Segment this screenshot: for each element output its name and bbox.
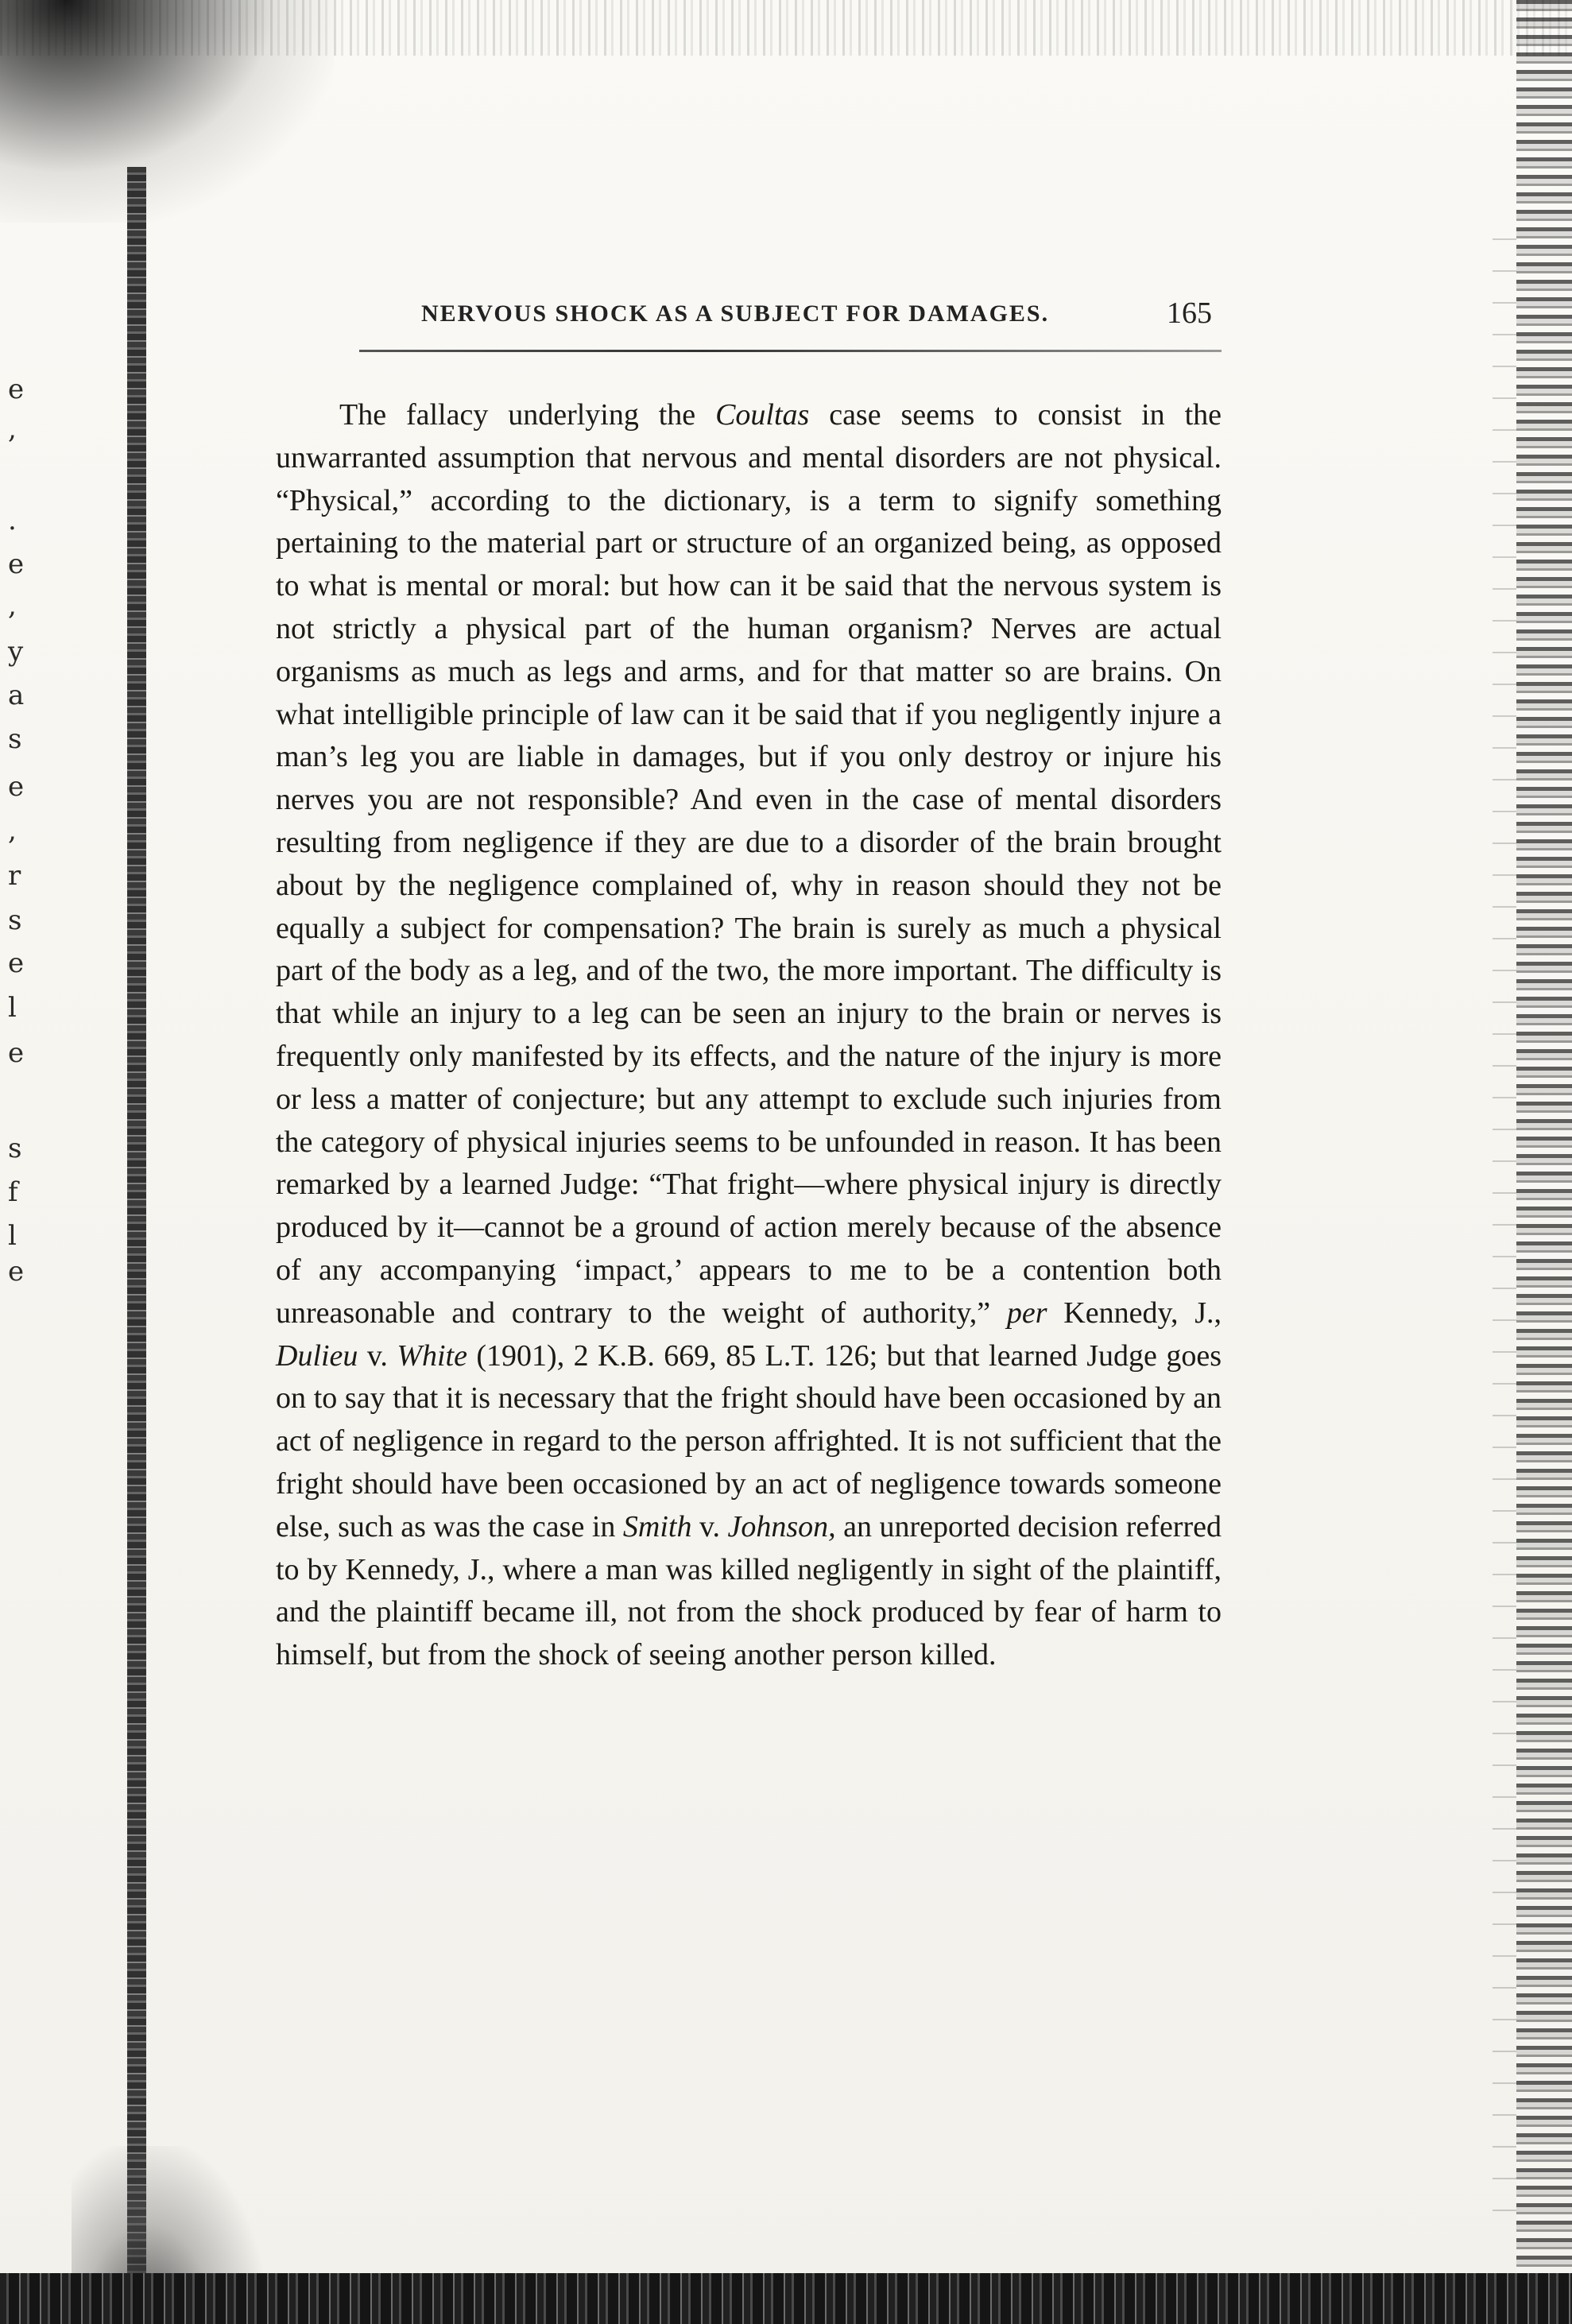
scan-speckle	[1493, 238, 1516, 2225]
text-run: (1901), 2 K.B. 669, 85 L.T. 126; but that learned Judge goes on to say that it is necessary that the fright should have been occasioned by an act of negligence in regard to the person affrighted. It is not sufficient that the fright should have been occasioned by an act of negligence towards someone else, such as was the case in	[276, 1338, 1222, 1544]
bleed-letter: e	[8, 1256, 25, 1288]
bleed-letter: a	[8, 680, 25, 711]
bleed-letter: ,	[8, 815, 17, 846]
bleed-letter: s	[8, 723, 22, 755]
scan-corner-shadow	[0, 0, 334, 223]
case-name: Dulieu	[276, 1338, 358, 1373]
bleed-letter: ,	[8, 413, 17, 445]
case-name: Coultas	[715, 398, 810, 432]
bleed-letter: e	[8, 771, 25, 803]
bleed-letter: e	[8, 947, 25, 979]
text-run: Kennedy, J.,	[1047, 1296, 1222, 1330]
scan-bottom-edge	[0, 2273, 1572, 2324]
bleed-letter: y	[8, 636, 24, 668]
bleed-letter: e	[8, 374, 25, 405]
text-run: v.	[358, 1338, 397, 1373]
header-rule	[359, 350, 1222, 352]
text-run: v.	[691, 1509, 728, 1544]
book-spine-edge	[127, 167, 146, 2305]
page-number: 165	[1167, 296, 1212, 330]
bleed-letter: f	[8, 1176, 18, 1208]
case-name: White	[397, 1338, 467, 1373]
bleed-letter: .	[8, 505, 17, 536]
body-paragraph	[276, 394, 1222, 1677]
bleed-letter: l	[8, 1220, 17, 1252]
text-run: an unreported decision referred to by Kennedy, J., where a man was killed negligently in sight of the plaintiff, and the plaintiff became ill, not from the shock produced by fear of harm to himself, but from the shock of seeing another person killed.	[276, 1509, 1222, 1672]
bleed-letter: ,	[8, 590, 17, 622]
bleed-letter: e	[8, 548, 25, 580]
citation-signal: per	[1006, 1296, 1047, 1330]
text-run: The fallacy underlying the	[339, 398, 716, 432]
text-run: case seems to consist in the unwarranted assumption that nervous and mental disorders are not physical. “Physical,” according to the dictionary, is a term to signify something pertaining to the material part or structure of an organized being, as opposed to what is mental or moral: but how can it be said that the nervous system is not strictly a physical part of the human organism? Nerves are actual organisms as much as legs and arms, and for that matter so are brains. On what intelligible principle of law can it be said that if you negligently injure a man’s leg you are liable in damages, but if you only destroy or injure his nerves you are not responsible? And even in the case of mental disorders resulting from negligence if they are due to a disorder of the brain brought about by the negligence complained of, why in reason should they not be equally a subject for compensation? The brain is surely as much a physical part of the body as a leg, and of the two, the more important. The difficulty is that while an injury to a leg can be seen an injury to the brain or nerves is frequently only manifested by its effects, and the nature of the injury is more or less a matter of conjecture; but any attempt to exclude such injuries from the category of physical injuries seems to be unfounded in reason. It has been remarked by a learned Judge: “That fright—where physical injury is directly produced by it—cannot be a ground of action merely because of the absence of any accompanying ‘impact,’ appears to me to be a contention both unreasonable and contrary to the weight of authority,”	[276, 398, 1222, 1330]
bleed-letter: s	[8, 1133, 22, 1164]
case-name: Johnson,	[727, 1509, 836, 1544]
bleed-letter: r	[8, 860, 21, 892]
running-header: NERVOUS SHOCK AS A SUBJECT FOR DAMAGES.	[421, 300, 1050, 327]
bleed-letter: l	[8, 992, 17, 1024]
bleed-letter: s	[8, 904, 22, 936]
scan-right-edge	[1516, 0, 1572, 2324]
bleed-letter: e	[8, 1037, 25, 1069]
case-name: Smith	[622, 1509, 692, 1544]
